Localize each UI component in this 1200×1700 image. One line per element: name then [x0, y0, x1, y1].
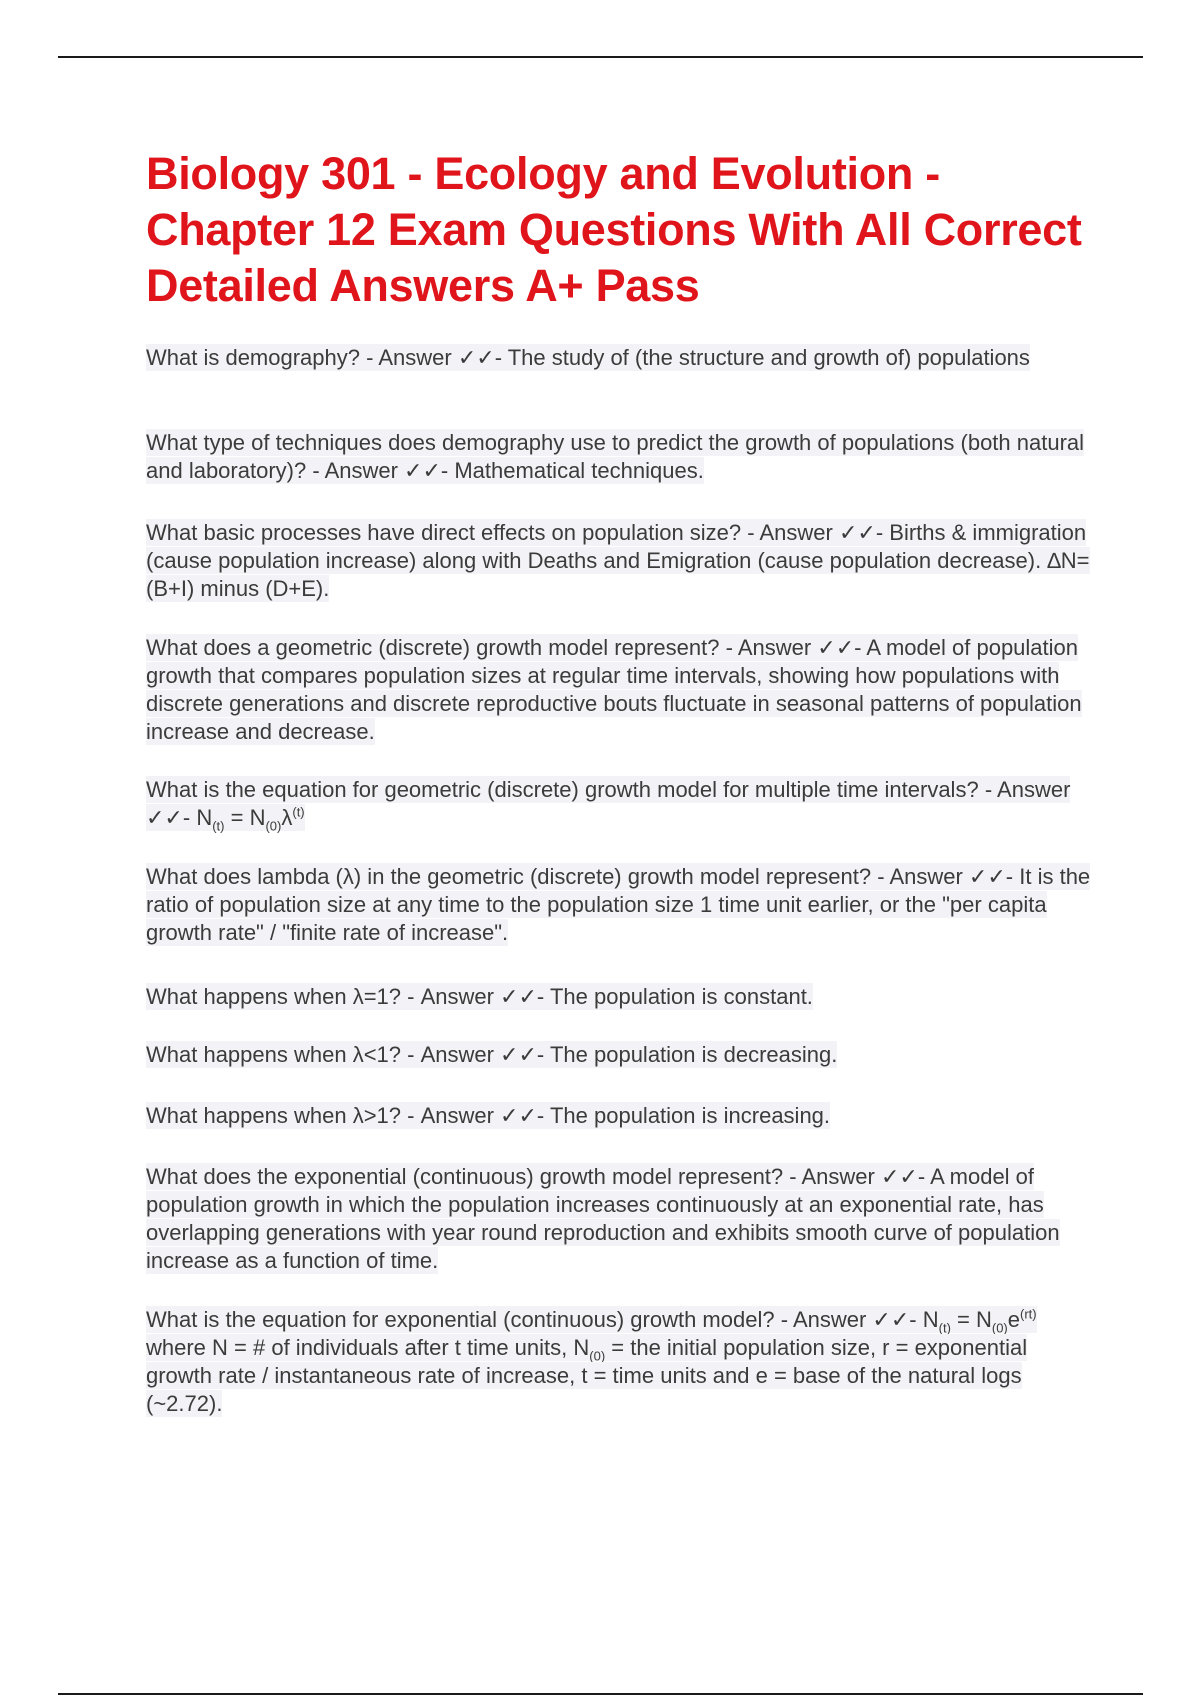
- answer-text: The study of (the structure and growth of) populations: [507, 345, 1030, 370]
- answer-text: A model of population growth in which the population increases continuously at an exponential rate, has overlapping generations with year round reproduction and exhibits smooth curve of population increase as a function of time.: [146, 1164, 1060, 1273]
- answer-marker: - Answer ✓✓-: [747, 520, 884, 545]
- equation-answer: $N_{(t)} = N_{(0)}\lambda^{(t)}$: [196, 804, 305, 834]
- answer-text: The population is constant.: [549, 984, 813, 1009]
- answer-marker: - Answer ✓✓-: [407, 984, 545, 1009]
- question-text: What happens when λ<1?: [146, 1042, 402, 1067]
- question-text: What is demography?: [146, 345, 360, 370]
- question-text: What does lambda (λ) in the geometric (discrete) growth model represent?: [146, 864, 872, 889]
- answer-text: A model of population growth that compares population sizes at regular time intervals, showing how populations with discrete generations and discrete reproductive bouts fluctuate in seasonal patterns of population increase and decrease.: [146, 635, 1082, 744]
- question-text: What does the exponential (continuous) growth model represent?: [146, 1164, 784, 1189]
- qa-item-techniques: [146, 429, 1096, 485]
- question-text: What happens when λ=1?: [146, 984, 402, 1009]
- question-text: What basic processes have direct effects on population size?: [146, 520, 742, 545]
- answer-marker: - Answer ✓✓-: [780, 1307, 917, 1332]
- qa-item-lambda-less-1: [146, 1041, 1096, 1069]
- qa-item-exponential-model: [146, 1163, 1096, 1275]
- qa-item-lambda-equal-1: [146, 983, 1096, 1011]
- qa-item-exponential-equation: [146, 1306, 1096, 1418]
- answer-marker: - Answer ✓✓-: [789, 1164, 926, 1189]
- qa-item-geometric-equation: [146, 776, 1096, 832]
- question-text: What is the equation for exponential (continuous) growth model?: [146, 1307, 775, 1332]
- qa-item-lambda: [146, 863, 1096, 947]
- qa-item-demography: [146, 344, 1096, 372]
- header-rule: [58, 56, 1143, 58]
- answer-text: Births & immigration (cause population increase) along with Deaths and Emigration (cause population decrease). ∆N=(B+I) minus (D+E).: [146, 520, 1090, 601]
- answer-text: It is the ratio of population size at any time to the population size 1 time unit earlier, or the "per capita growth rate" / "finite rate of increase".: [146, 864, 1091, 945]
- qa-item-basic-processes: [146, 519, 1096, 603]
- question-text: What does a geometric (discrete) growth model represent?: [146, 635, 720, 660]
- answer-marker: - Answer ✓✓-: [407, 1103, 545, 1128]
- answer-marker: - Answer ✓✓-: [877, 864, 1014, 889]
- answer-text: Mathematical techniques.: [454, 458, 704, 483]
- answer-marker: - Answer ✓✓-: [407, 1042, 545, 1067]
- question-text: What happens when λ>1?: [146, 1103, 402, 1128]
- qa-item-lambda-greater-1: [146, 1102, 1096, 1130]
- answer-marker: - Answer ✓✓-: [146, 777, 1071, 830]
- answer-text: The population is decreasing.: [549, 1042, 838, 1067]
- answer-marker: - Answer ✓✓-: [366, 345, 503, 370]
- answer-marker: - Answer ✓✓-: [725, 635, 862, 660]
- equation-answer: $N_{(t)} = N_{(0)}e^{(rt)}$ where N = # of individuals after t time units, $N_{(0)}$ = the initial population size, r = exponential growth rate / instantaneous rate of increase, t = time units and e = base of the natural logs (~2.72).: [146, 1306, 1037, 1416]
- question-text: What is the equation for geometric (discrete) growth model for multiple time intervals?: [146, 777, 979, 802]
- question-text: What type of techniques does demography use to predict the growth of populations (both natural and laboratory)?: [146, 430, 1085, 483]
- footer-rule: [58, 1693, 1143, 1695]
- document-title: Biology 301 - Ecology and Evolution - Chapter 12 Exam Questions With All Correct Detailed Answers A+ Pass: [146, 148, 1082, 311]
- answer-marker: - Answer ✓✓-: [312, 458, 449, 483]
- qa-item-geometric-model: [146, 634, 1096, 746]
- answer-text: The population is increasing.: [549, 1103, 831, 1128]
